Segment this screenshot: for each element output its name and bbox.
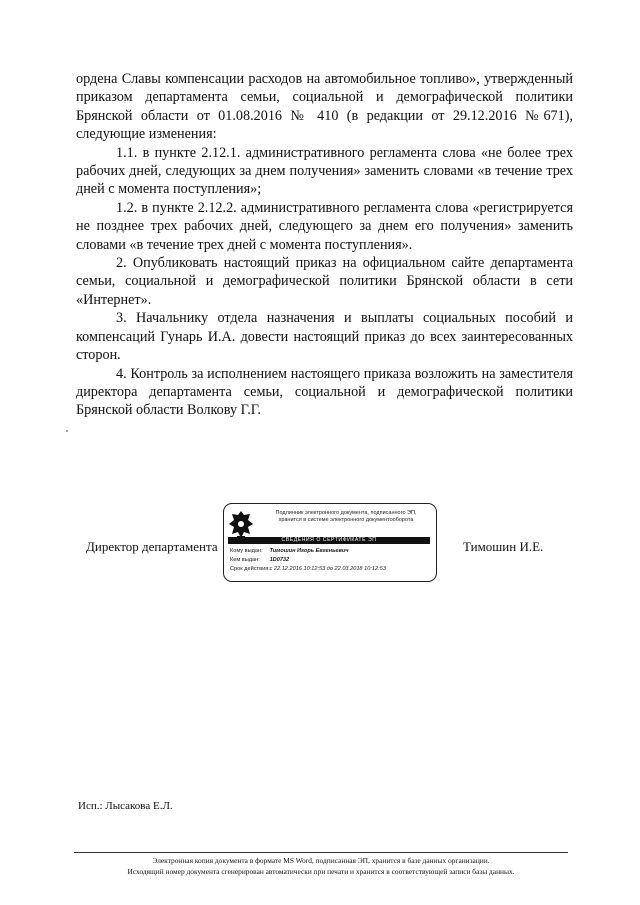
footer-divider <box>74 852 568 853</box>
executor-note: Исп.: Лысакова Е.Л. <box>78 800 173 812</box>
paragraph-continuation: ордена Славы компенсации расходов на автомобильное топливо», утвержденный приказом департамента семьи, социальной и демографической политики Брянской области от 01.08.2016 № 410 (в редакции от 29.12.2016 №671), следующие изменения: <box>76 71 573 143</box>
electronic-signature-stamp <box>223 503 437 582</box>
stamp-validity-row <box>230 566 386 573</box>
signatory-position: Директор департамента <box>86 539 218 554</box>
stamp-validity-label: Срок действия: <box>230 566 270 572</box>
scan-speck <box>66 430 68 432</box>
paragraph-4: 4. Контроль за исполнением настоящего приказа возложить на заместителя директора департамента семьи, социальной и демографической политики Брянской области Волкову Г.Г. <box>76 365 573 419</box>
stamp-issued-by-label: Кем выдан: <box>230 557 260 563</box>
signatory-name: Тимошин И.Е. <box>463 539 544 554</box>
document-footer <box>74 856 568 877</box>
stamp-validity-value: с 22.12.2016 10:12:53 до 22.03.2018 10:12:53 <box>269 566 386 572</box>
stamp-certificate-band: СВЕДЕНИЯ О СЕРТИФИКАТЕ ЭП <box>228 537 430 544</box>
paragraph-1-2: 1.2. в пункте 2.12.2. административного регламента слова «регистрируется не позднее трех рабочих дней, следующего за днем его получения» заменить словами «в течение трех дней с момента поступления». <box>76 199 573 253</box>
stamp-header <box>260 510 432 523</box>
footer-line2: Исходящий номер документа сгенерирован автоматически при печати и хранится в соответствующей записи базы данных. <box>127 866 515 876</box>
paragraph-2: 2. Опубликовать настоящий приказ на официальном сайте департамента семьи, социальной и демографической политики Брянской области в сети «Интернет». <box>76 255 573 308</box>
paragraph-3: 3. Начальнику отдела назначения и выплаты социальных пособий и компенсаций Гунарь И.А. довести настоящий приказ до всех заинтересованных сторон. <box>76 310 573 364</box>
document-body <box>76 70 573 420</box>
stamp-issued-to-value: Тимошин Игорь Евгеньевич <box>269 548 349 554</box>
stamp-issued-to-label: Кому выдан: <box>230 548 263 554</box>
stamp-issued-by-row <box>230 557 289 564</box>
stamp-issued-by-value: 1D0732 <box>269 557 290 563</box>
footer-line1: Электронная копия документа в формате MS Word, подписанная ЭП, хранится в базе данных организации. <box>152 856 490 865</box>
stamp-issued-to-row <box>230 548 349 555</box>
stamp-header-line2: хранится в системе электронного документооборота <box>278 516 414 523</box>
stamp-header-line1: Подлинник электронного документа, подписанного ЭП, <box>275 510 417 516</box>
paragraph-1-1: 1.1. в пункте 2.12.1. административного регламента слова «не более трех рабочих дней, следующих за днем получения» заменить словами «в течение трех дней с момента поступления»; <box>76 144 573 198</box>
